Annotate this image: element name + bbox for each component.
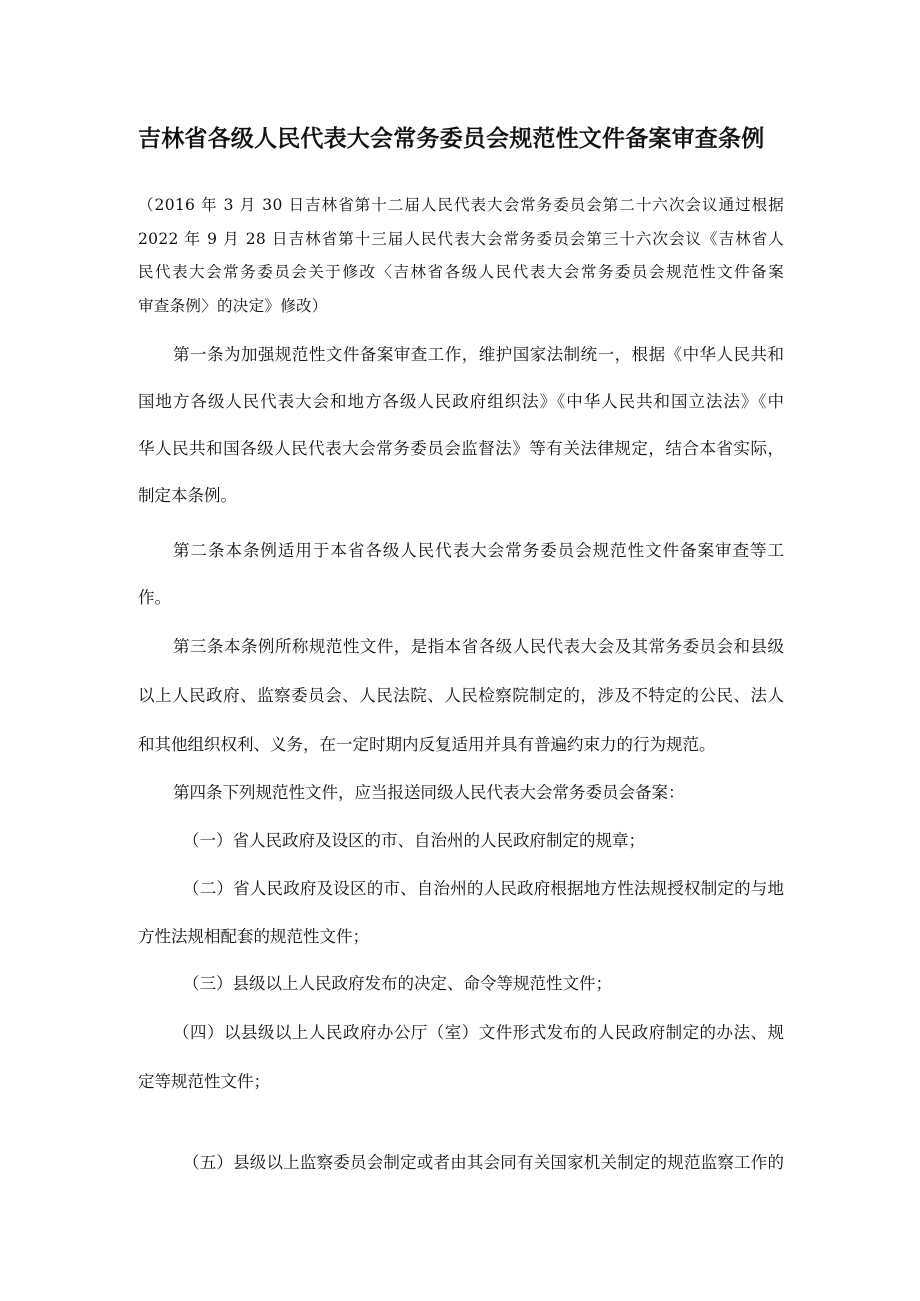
article-1-line-1: 第一条为加强规范性文件备案审查工作，维护国家法制统一，根据《中华人民共和 <box>173 345 784 364</box>
amendment-note-line-1: （2016 年 3 月 30 日吉林省第十二届人民代表大会常务委员会第二十六次会议通过根据 <box>138 196 784 214</box>
document-title: 吉林省各级人民代表大会常务委员会规范性文件备案审查条例 <box>138 126 765 152</box>
amendment-note-line-4: 审查条例〉的决定》修改） <box>138 297 328 315</box>
article-2-line-1: 第二条本条例适用于本省各级人民代表大会常务委员会规范性文件备案审查等工 <box>173 541 784 560</box>
article-3-line-1: 第三条本条例所称规范性文件，是指本省各级人民代表大会及其常务委员会和县级 <box>173 637 784 656</box>
article-3-line-2: 以上人民政府、监察委员会、人民法院、人民检察院制定的，涉及不特定的公民、法人 <box>138 686 784 705</box>
article-1-line-4: 制定本条例。 <box>138 486 237 505</box>
article-3-line-3: 和其他组织权利、义务，在一定时期内反复适用并具有普遍约束力的行为规范。 <box>138 735 716 754</box>
article-1-line-3: 华人民共和国各级人民代表大会常务委员会监督法》等有关法律规定，结合本省实际， <box>138 439 784 458</box>
article-4-item-4-line-1: （四）以县级以上人民政府办公厅（室）文件形式发布的人民政府制定的办法、规 <box>173 1023 784 1042</box>
article-4-item-5-line-1: （五）县级以上监察委员会制定或者由其会同有关国家机关制定的规范监察工作的 <box>183 1153 784 1172</box>
article-4-item-4-line-2: 定等规范性文件； <box>138 1072 270 1091</box>
article-1-line-2: 国地方各级人民代表大会和地方各级人民政府组织法》《中华人民共和国立法法》《中 <box>138 392 784 411</box>
article-4-item-2-line-2: 方性法规相配套的规范性文件； <box>138 927 369 946</box>
amendment-note-line-2: 2022 年 9 月 28 日吉林省第十三届人民代表大会常务委员会第三十六次会议《吉林省人 <box>138 230 784 248</box>
article-4-item-3: （三）县级以上人民政府发布的决定、命令等规范性文件； <box>183 974 612 993</box>
article-4-item-2-line-1: （二）省人民政府及设区的市、自治州的人民政府根据地方性法规授权制定的与地 <box>183 879 784 898</box>
amendment-note-line-3: 民代表大会常务委员会关于修改〈吉林省各级人民代表大会常务委员会规范性文件备案 <box>138 263 784 281</box>
article-2-line-2: 作。 <box>138 588 171 607</box>
article-4-line-1: 第四条下列规范性文件，应当报送同级人民代表大会常务委员会备案： <box>173 783 685 802</box>
article-4-item-1: （一）省人民政府及设区的市、自治州的人民政府制定的规章； <box>183 831 645 850</box>
